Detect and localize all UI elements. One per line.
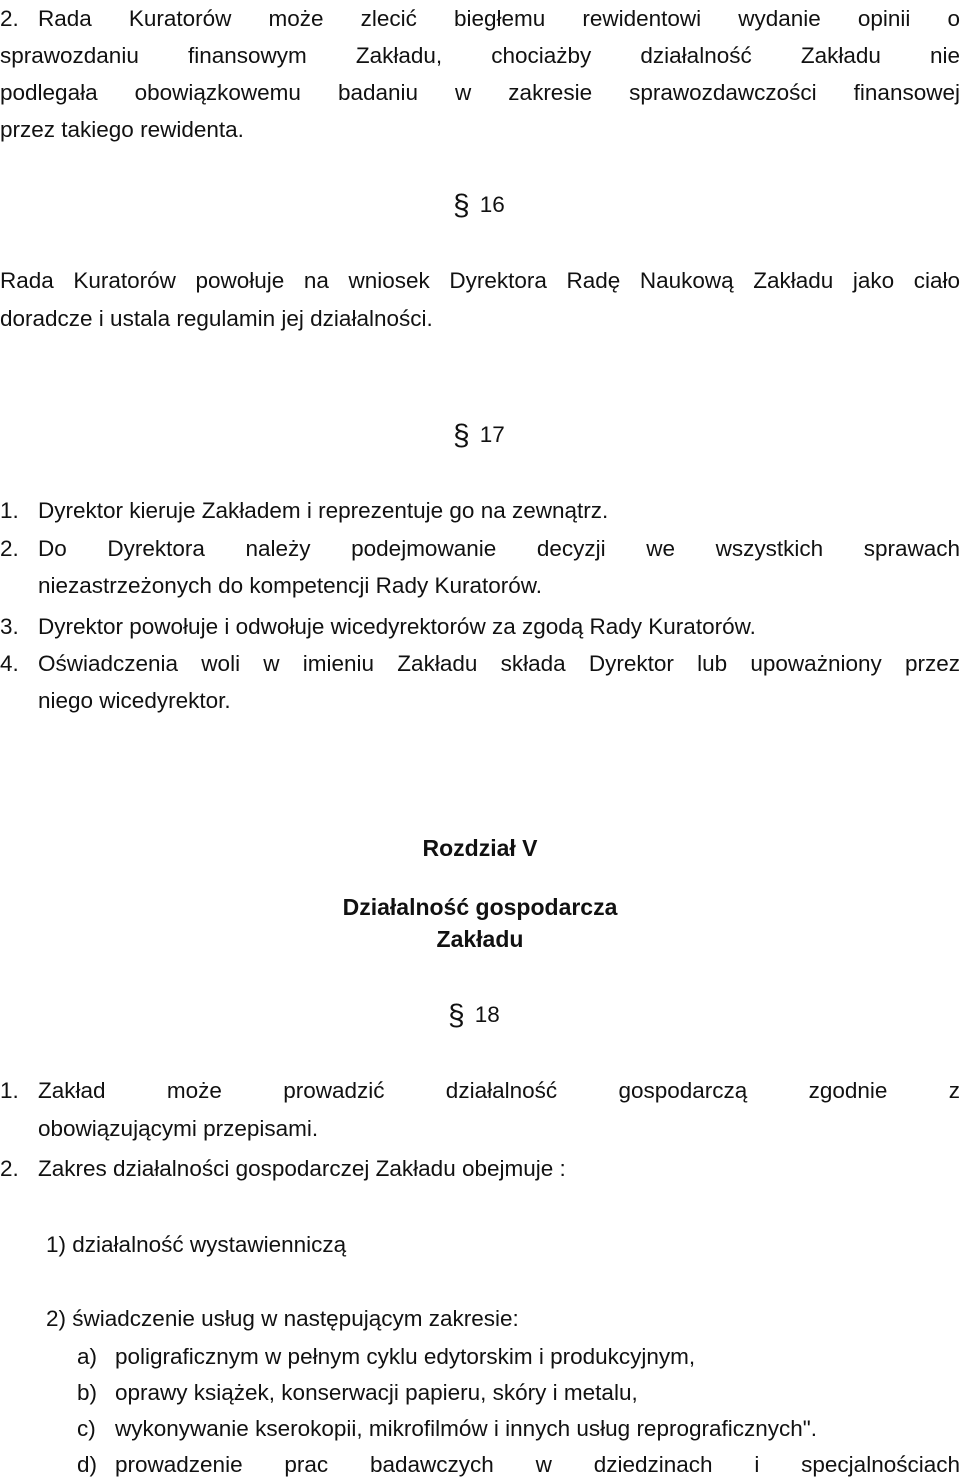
sub-item-text: świadczenie usług w następującym zakresie: (72, 1306, 519, 1331)
text-line: Zakład może prowadzić działalność gospodarczą zgodnie z (38, 1078, 960, 1103)
letter-text: prowadzenie prac badawczych w dziedzinach i specjalnościach (115, 1452, 960, 1477)
item-number: 2. (0, 536, 19, 561)
section-number: 16 (479, 192, 505, 217)
letter-text: wykonywanie kserokopii, mikrofilmów i innych usług reprograficznych". (115, 1416, 818, 1441)
intro-item-body (38, 0, 960, 37)
text-line: Dyrektor powołuje i odwołuje wicedyrektorów za zgodą Rady Kuratorów. (38, 614, 756, 639)
chapter-title: Rozdział V (422, 835, 538, 861)
sub-list-item (46, 1226, 346, 1263)
text-line: Rada Kuratorów może zlecić biegłemu rewidentowi wydanie opinii o (38, 6, 960, 31)
section-heading-18 (448, 996, 500, 1034)
sub-list-item (46, 1300, 519, 1337)
letter-label: a) (77, 1344, 98, 1369)
section-symbol: § (453, 189, 470, 222)
section-number: 17 (479, 422, 505, 447)
item-number: 2. (0, 1156, 19, 1181)
text-line: obowiązującymi przepisami. (38, 1116, 319, 1141)
text-line: podlegała obowiązkowemu badaniu w zakresie sprawozdawczości finansowej (0, 80, 960, 105)
text-line: przez takiego rewidenta. (0, 117, 244, 142)
item-number: 1. (0, 1078, 19, 1103)
section-number: 18 (474, 1002, 500, 1027)
item-number: 1. (0, 498, 19, 523)
text-line: Rada Kuratorów powołuje na wniosek Dyrektora Radę Naukową Zakładu jako ciało (0, 268, 960, 293)
section-symbol: § (448, 999, 465, 1032)
sub-item-label: 2) (46, 1306, 67, 1331)
item-number: 4. (0, 651, 19, 676)
letter-text: poligraficznym w pełnym cyklu edytorskim i produkcyjnym, (115, 1344, 696, 1369)
text-line: Do Dyrektora należy podejmowanie decyzji we wszystkich sprawach (38, 536, 960, 561)
text-line: sprawozdaniu finansowym Zakładu, chociażby działalność Zakładu nie (0, 43, 960, 68)
text-line: niego wicedyrektor. (38, 688, 231, 713)
letter-label: b) (77, 1380, 98, 1405)
text-line: doradcze i ustala regulamin jej działalności. (0, 306, 433, 331)
letter-text: oprawy książek, konserwacji papieru, skóry i metalu, (115, 1380, 638, 1405)
chapter-heading (0, 832, 960, 864)
text-line: Zakres działalności gospodarczej Zakładu obejmuje : (38, 1156, 566, 1181)
letter-label: d) (77, 1452, 98, 1477)
text-line: niezastrzeżonych do kompetencji Rady Kuratorów. (38, 573, 543, 598)
chapter-subtitle-line: Zakładu (436, 926, 524, 952)
item-number: 2. (0, 6, 19, 31)
chapter-subtitle (0, 891, 960, 955)
sub-item-label: 1) (46, 1232, 67, 1257)
section-symbol: § (453, 419, 470, 452)
section-heading-16 (453, 186, 505, 224)
item-number: 3. (0, 614, 19, 639)
sub-item-text: działalność wystawienniczą (72, 1232, 347, 1257)
section-heading-17 (453, 416, 505, 454)
text-line: Oświadczenia woli w imieniu Zakładu składa Dyrektor lub upoważniony przez (38, 651, 960, 676)
letter-label: c) (77, 1416, 96, 1441)
chapter-subtitle-line: Działalność gospodarcza (342, 894, 618, 920)
text-line: Dyrektor kieruje Zakładem i reprezentuje go na zewnątrz. (38, 498, 609, 523)
